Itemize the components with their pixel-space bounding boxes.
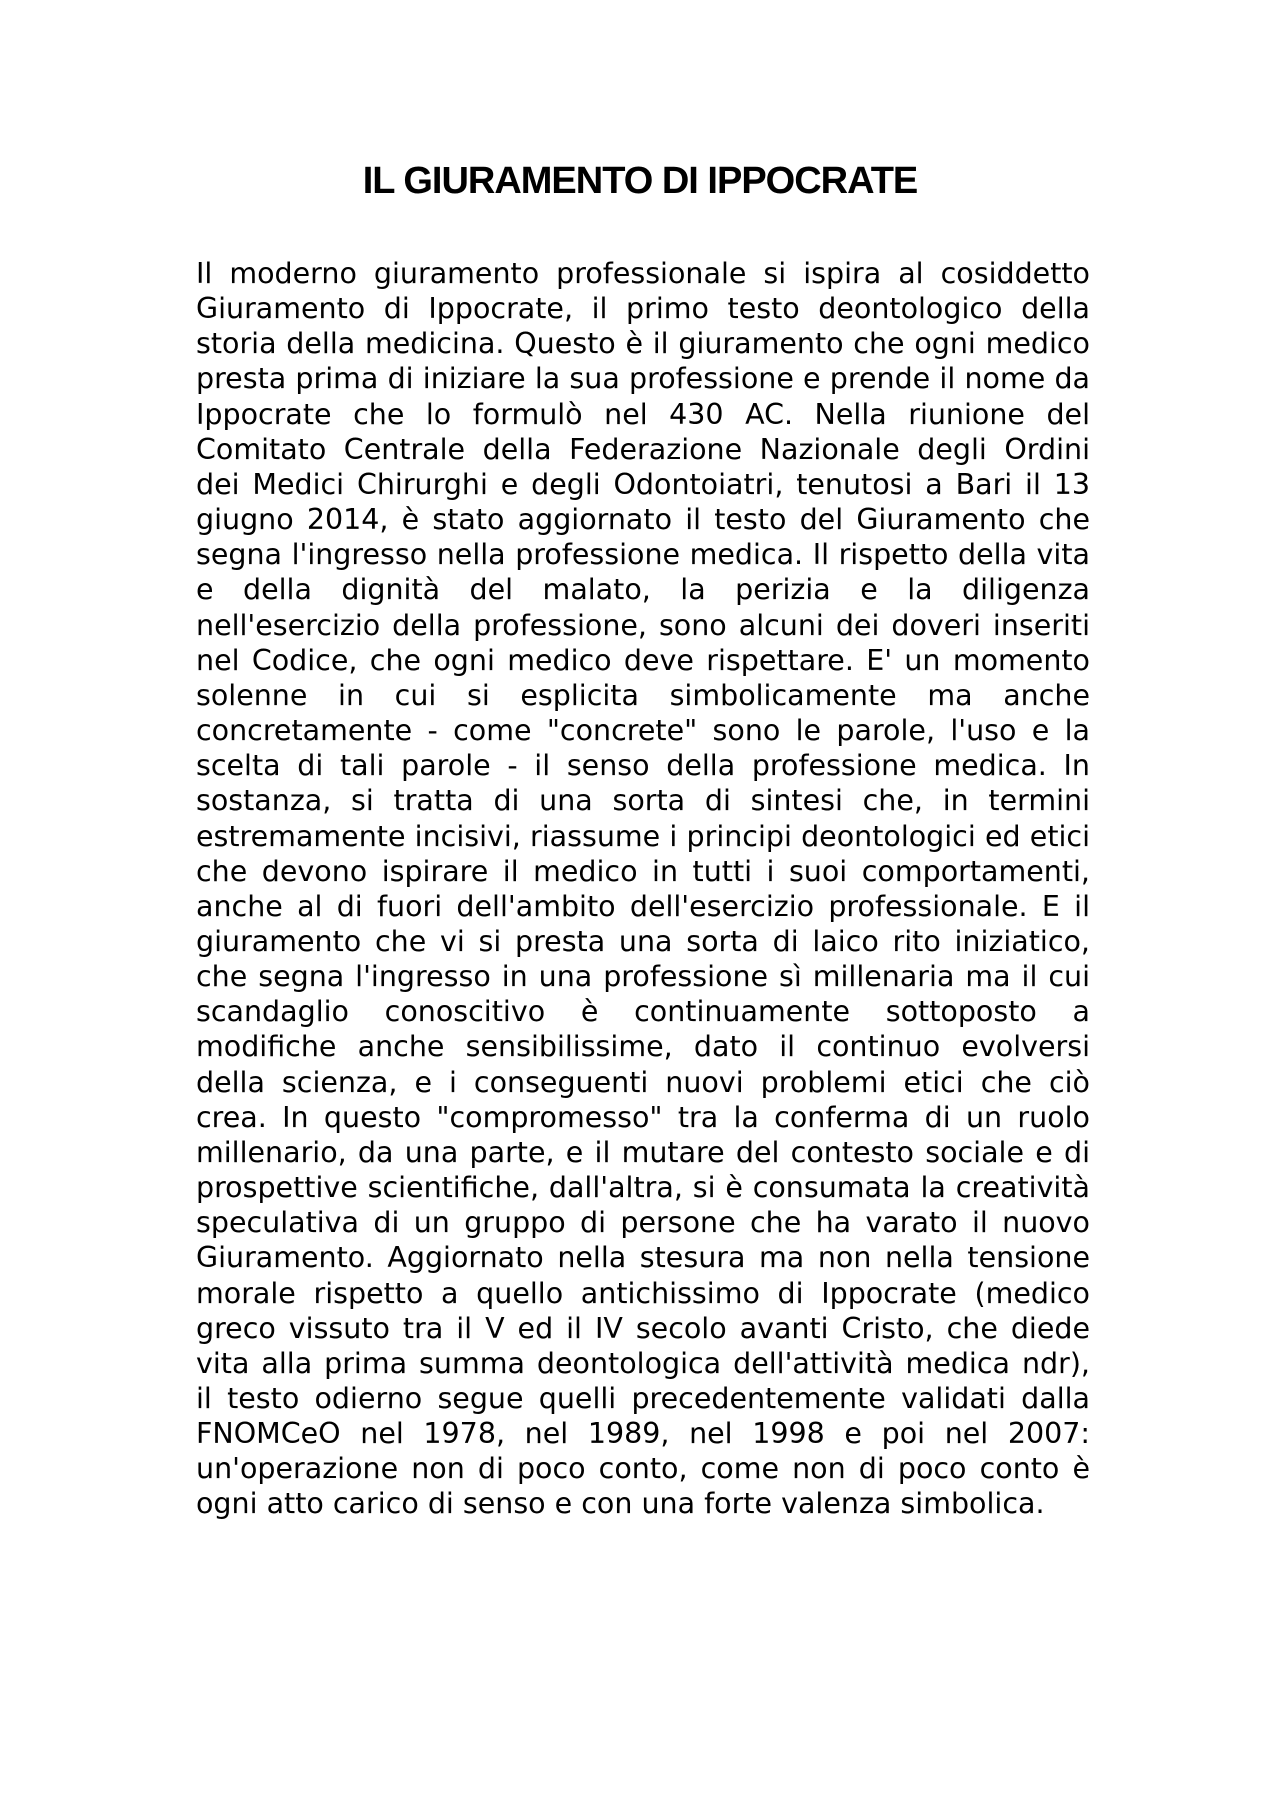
document-body-paragraph: Il moderno giuramento professionale si ispira al cosiddetto Giuramento di Ippocrate, il primo testo deontologico della storia della medicina. Questo è il giuramento che ogni medico presta prima di iniziare la sua professione e prende il nome da Ippocrate che lo formulò nel 430 AC. Nella riunione del Comitato Centrale della Federazione Nazionale degli Ordini dei Medici Chirurghi e degli Odontoiatri, tenutosi a Bari il 13 giugno 2014, è stato aggiornato il testo del Giuramento che segna l'ingresso nella professione medica. Il rispetto della vita e della dignità del malato, la perizia e la diligenza nell'esercizio della professione, sono alcuni dei doveri inseriti nel Codice, che ogni medico deve rispettare. E' un momento solenne in cui si esplicita simbolicamente ma anche concretamente - come "concrete" sono le parole, l'uso e la scelta di tali parole - il senso della professione medica. In sostanza, si tratta di una sorta di sintesi che, in termini estremamente incisivi, riassume i principi deontologici ed etici che devono ispirare il medico in tutti i suoi comportamenti, anche al di fuori dell'ambito dell'esercizio professionale. E il giuramento che vi si presta una sorta di laico rito iniziatico, che segna l'ingresso in una professione sì millenaria ma il cui scandaglio conoscitivo è continuamente sottoposto a modifiche anche sensibilissime, dato il continuo evolversi della scienza, e i conseguenti nuovi problemi etici che ciò crea. In questo "compromesso" tra la conferma di un ruolo millenario, da una parte, e il mutare del contesto sociale e di prospettive scientifiche, dall'altra, si è consumata la creatività speculativa di un gruppo di persone che ha varato il nuovo Giuramento. Aggiornato nella stesura ma non nella tensione morale rispetto a quello antichissimo di Ippocrate (medico greco vissuto tra il V ed il IV secolo avanti Cristo, che diede vita alla prima summa deontologica dell'attività medica ndr), il testo odierno segue quelli precedentemente validati dalla FNOMCeO nel 1978, nel 1989, nel 1998 e poi nel 2007: un'operazione non di poco conto, come non di poco conto è ogni atto carico di senso e con una forte valenza simbolica. [196, 257, 1090, 1521]
document-title: IL GIURAMENTO DI IPPOCRATE [362, 160, 918, 202]
